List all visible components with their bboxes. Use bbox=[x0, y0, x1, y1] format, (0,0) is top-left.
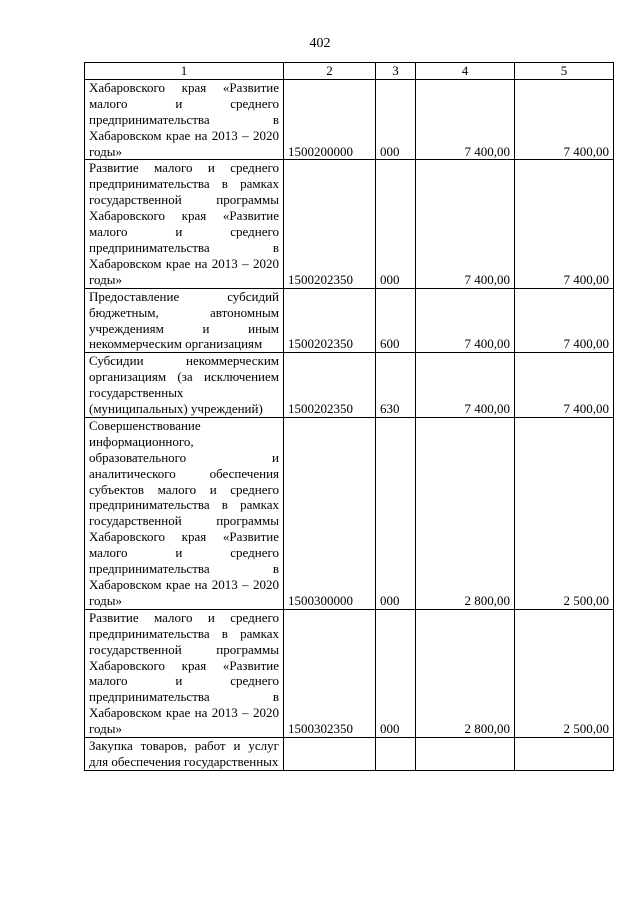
row-sum-1: 2 800,00 bbox=[416, 609, 515, 737]
column-header-5: 5 bbox=[515, 63, 614, 80]
row-target-code: 1500202350 bbox=[284, 160, 376, 288]
row-sum-2: 2 500,00 bbox=[515, 609, 614, 737]
row-expense-type: 000 bbox=[376, 160, 416, 288]
table-row bbox=[85, 160, 614, 288]
row-sum-1: 2 800,00 bbox=[416, 417, 515, 609]
row-name: Совершенствование информационного, образовательного и аналитического обеспечения субъектов малого и среднего предпринимательства в рамках государственной программы Хабаровского края «Развитие малого и среднего предпринимательства в Хабаровском крае на 2013 – 2020 годы» bbox=[85, 417, 284, 609]
row-name: Закупка товаров, работ и услуг для обеспечения государственных bbox=[85, 738, 284, 771]
row-name: Предоставление субсидий бюджетным, автономным учреждениям и иным некоммерческим организациям bbox=[85, 288, 284, 353]
row-name: Развитие малого и среднего предпринимательства в рамках государственной программы Хабаровского края «Развитие малого и среднего предпринимательства в Хабаровском крае на 2013 – 2020 годы» bbox=[85, 160, 284, 288]
header-row bbox=[85, 63, 614, 80]
row-name: Хабаровского края «Развитие малого и среднего предпринимательства в Хабаровском крае на 2013 – 2020 годы» bbox=[85, 79, 284, 160]
table-row bbox=[85, 609, 614, 737]
row-target-code: 1500200000 bbox=[284, 79, 376, 160]
row-expense-type: 000 bbox=[376, 609, 416, 737]
row-sum-1: 7 400,00 bbox=[416, 288, 515, 353]
row-sum-1 bbox=[416, 738, 515, 771]
row-sum-1: 7 400,00 bbox=[416, 79, 515, 160]
row-target-code: 1500302350 bbox=[284, 609, 376, 737]
column-header-4: 4 bbox=[416, 63, 515, 80]
row-target-code bbox=[284, 738, 376, 771]
row-target-code: 1500300000 bbox=[284, 417, 376, 609]
budget-table bbox=[84, 62, 614, 771]
row-target-code: 1500202350 bbox=[284, 288, 376, 353]
row-sum-2: 7 400,00 bbox=[515, 288, 614, 353]
row-expense-type: 000 bbox=[376, 417, 416, 609]
row-sum-2 bbox=[515, 738, 614, 771]
table-row bbox=[85, 288, 614, 353]
row-sum-2: 7 400,00 bbox=[515, 79, 614, 160]
row-name: Субсидии некоммерческим организациям (за исключением государственных (муниципальных) учреждений) bbox=[85, 353, 284, 418]
table-row bbox=[85, 79, 614, 160]
column-header-1: 1 bbox=[85, 63, 284, 80]
row-sum-2: 2 500,00 bbox=[515, 417, 614, 609]
column-header-2: 2 bbox=[284, 63, 376, 80]
table-row bbox=[85, 353, 614, 418]
row-sum-2: 7 400,00 bbox=[515, 353, 614, 418]
row-expense-type: 000 bbox=[376, 79, 416, 160]
row-name: Развитие малого и среднего предпринимательства в рамках государственной программы Хабаровского края «Развитие малого и среднего предпринимательства в Хабаровском крае на 2013 – 2020 годы» bbox=[85, 609, 284, 737]
row-sum-2: 7 400,00 bbox=[515, 160, 614, 288]
row-sum-1: 7 400,00 bbox=[416, 160, 515, 288]
row-expense-type: 630 bbox=[376, 353, 416, 418]
row-expense-type: 600 bbox=[376, 288, 416, 353]
column-header-3: 3 bbox=[376, 63, 416, 80]
table-row bbox=[85, 417, 614, 609]
table-row bbox=[85, 738, 614, 771]
row-target-code: 1500202350 bbox=[284, 353, 376, 418]
page-number: 402 bbox=[309, 36, 331, 51]
row-expense-type bbox=[376, 738, 416, 771]
row-sum-1: 7 400,00 bbox=[416, 353, 515, 418]
